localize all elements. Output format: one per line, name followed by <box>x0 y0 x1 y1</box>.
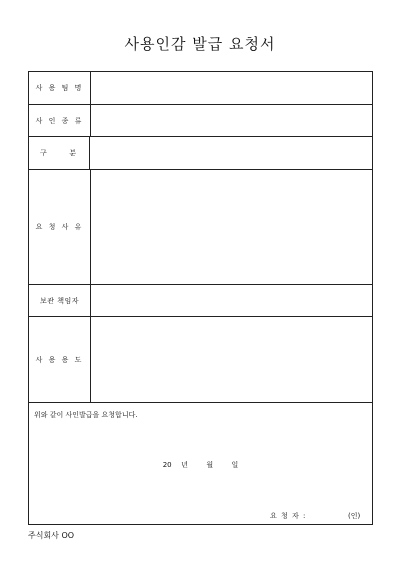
signature-block <box>29 403 372 524</box>
date-day-unit: 일 <box>231 461 239 469</box>
seal-mark: (인) <box>348 512 361 520</box>
date-year-unit: 년 <box>181 461 188 469</box>
company-name: 주식회사 OO <box>28 531 75 540</box>
row-sign-type <box>29 105 372 137</box>
document-title: 사용인감 발급 요청서 <box>124 35 276 53</box>
field-usage-purpose[interactable] <box>91 317 372 402</box>
field-sign-type[interactable] <box>91 105 372 136</box>
field-category[interactable] <box>91 137 372 169</box>
request-form-table <box>28 71 373 525</box>
label-category <box>29 137 90 169</box>
field-request-reason[interactable] <box>91 170 372 284</box>
row-usage-purpose <box>29 317 372 403</box>
row-category <box>29 137 372 170</box>
date-month-unit: 월 <box>206 461 214 469</box>
label-category-right: 분 <box>69 149 76 157</box>
label-custodian: 보관 책임자 <box>29 285 91 316</box>
label-category-left: 구 <box>40 149 47 157</box>
row-team-name <box>29 72 372 105</box>
date-year: 20 <box>162 461 172 469</box>
label-sign-type: 사 인 종 류 <box>29 105 91 136</box>
requester-label: 요 청 자 : <box>270 512 307 520</box>
row-custodian <box>29 285 372 317</box>
label-request-reason: 요 청 사 유 <box>29 170 91 284</box>
field-custodian[interactable] <box>91 285 372 316</box>
label-usage-purpose: 사 용 용 도 <box>29 317 91 402</box>
request-statement: 위와 같이 사인발급을 요청합니다. <box>34 411 138 419</box>
date-line <box>29 460 372 470</box>
field-team-name[interactable] <box>91 72 372 104</box>
label-team-name: 사 용 팀 명 <box>29 72 91 104</box>
row-request-reason <box>29 170 372 285</box>
